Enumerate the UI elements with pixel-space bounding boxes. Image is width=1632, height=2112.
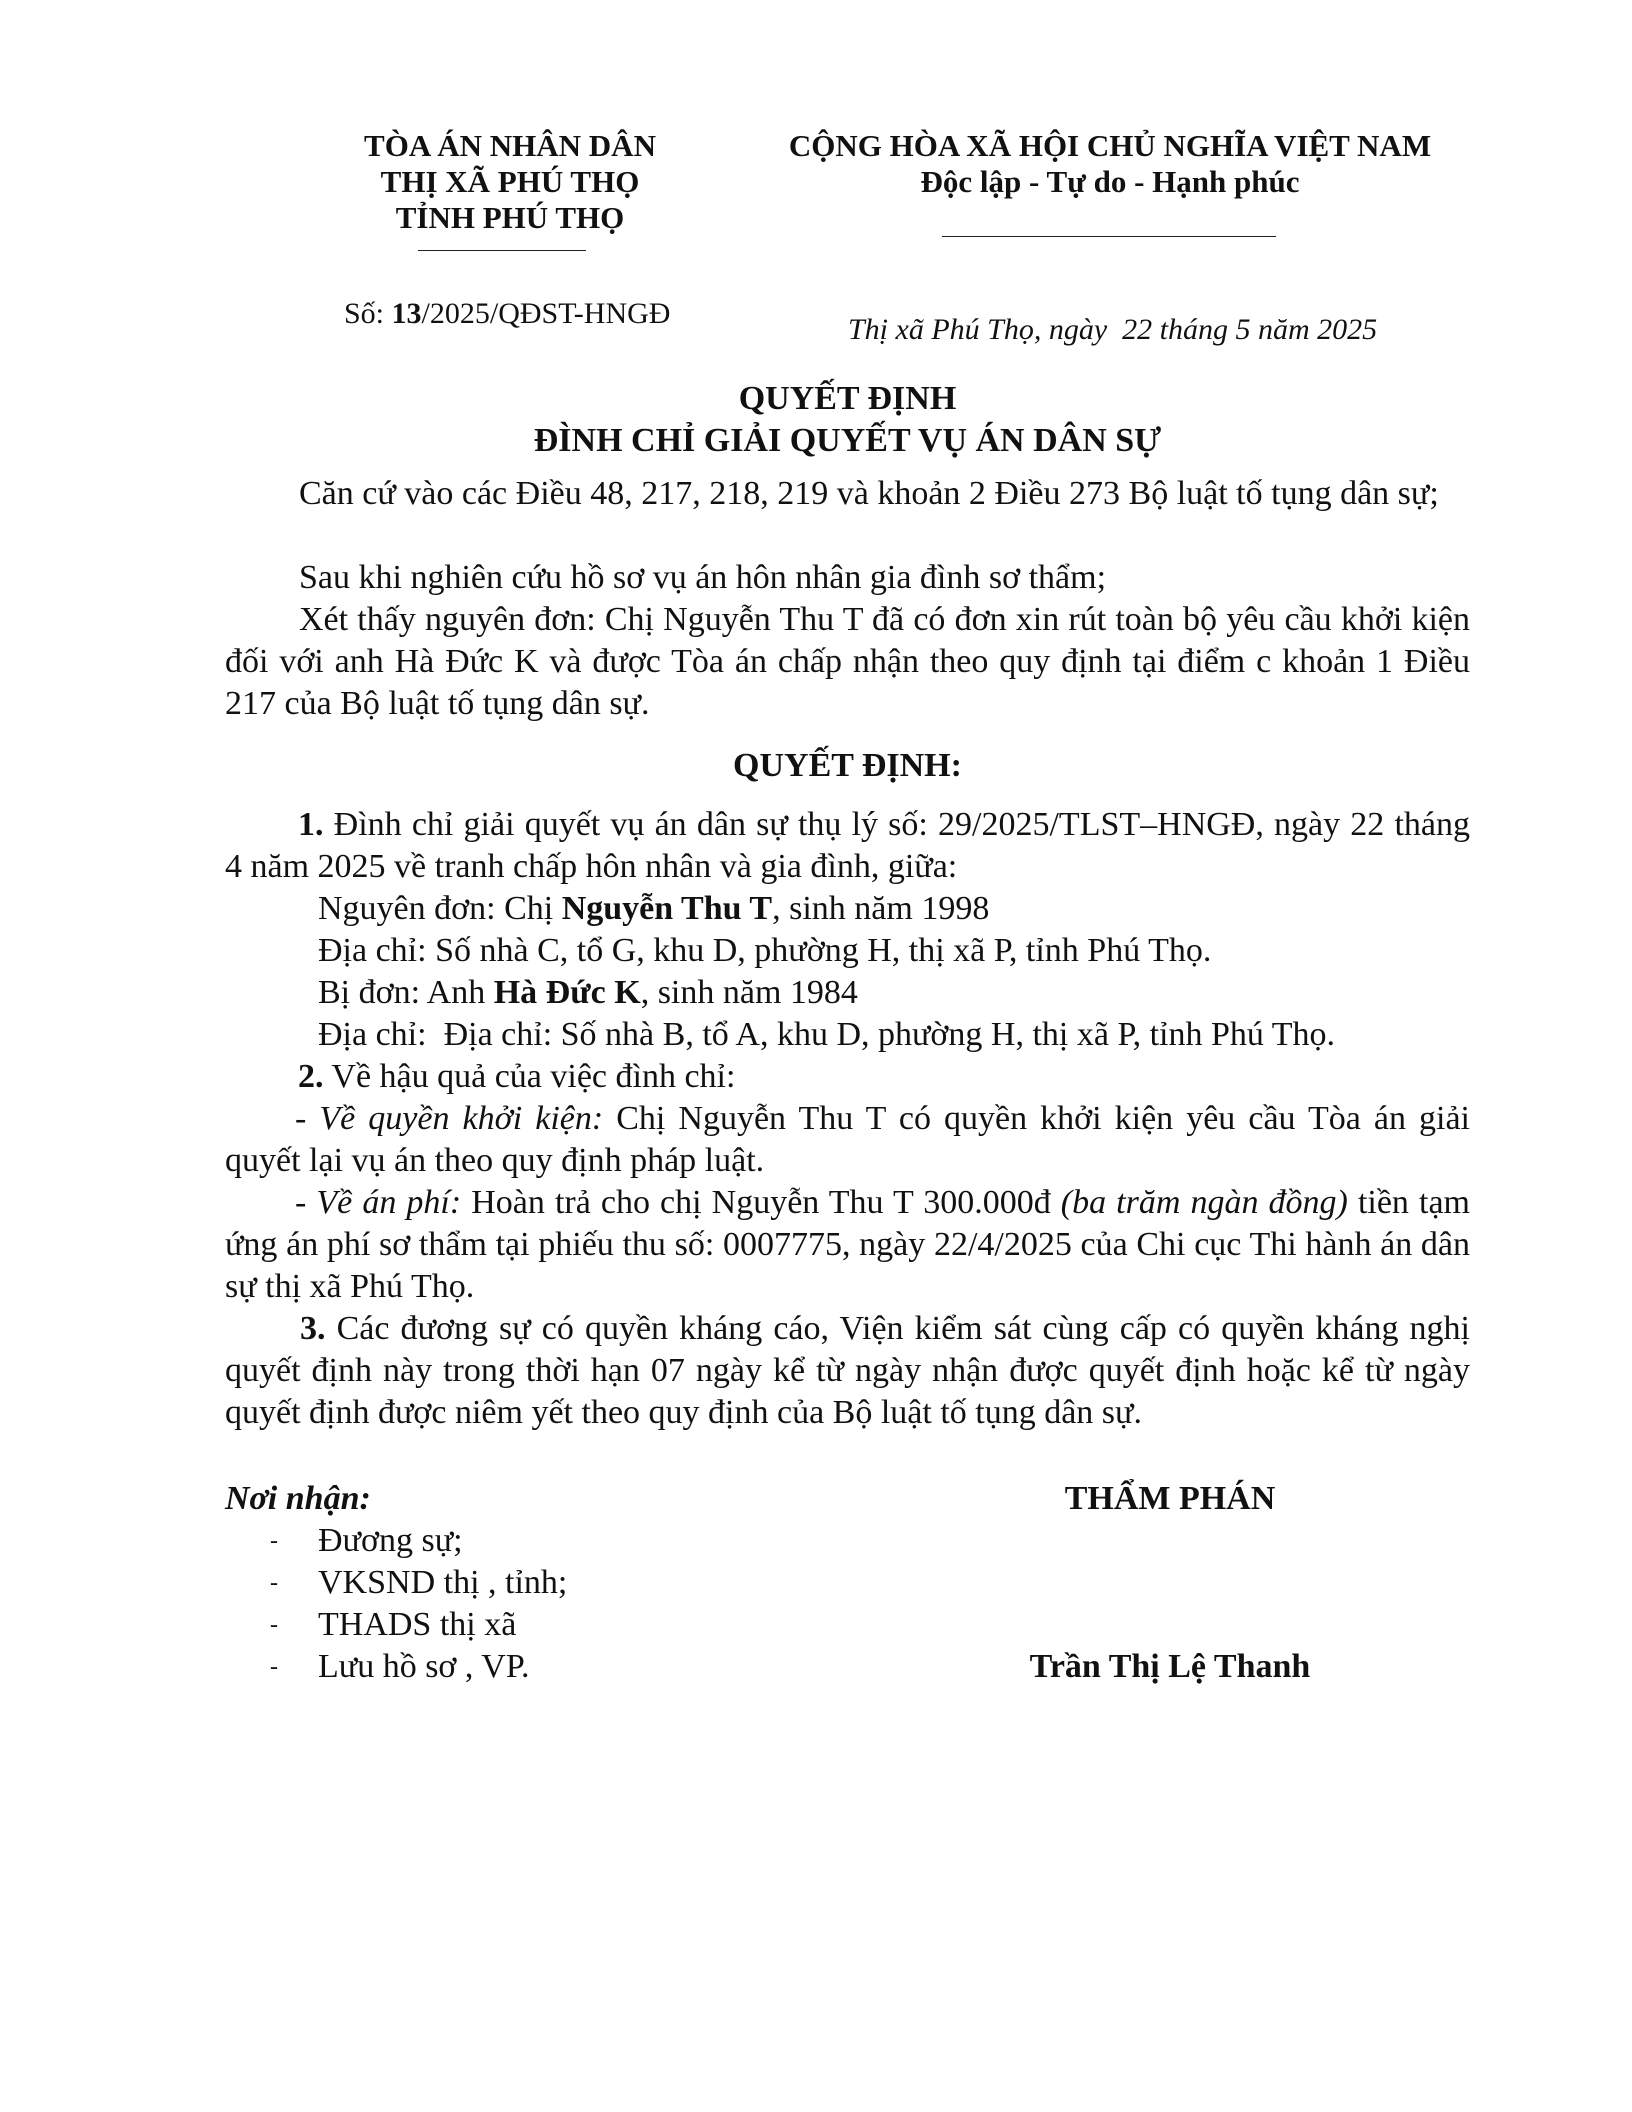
defendant-birth: , sinh năm 1984 xyxy=(640,974,858,1011)
item-2-right-to-sue xyxy=(225,1098,1470,1182)
judge-name: Trần Thị Lệ Thanh xyxy=(1029,1648,1311,1685)
item-1-text: Đình chỉ giải quyết vụ án dân sự thụ lý số: 29/2025/TLST–HNGĐ, ngày 22 tháng 4 năm 2025 về tranh chấp hôn nhân và gia đình, giữa: xyxy=(225,806,1470,885)
item-1-number: 1. xyxy=(298,806,324,843)
item-3-number: 3. xyxy=(300,1310,326,1347)
court-district: THỊ XÃ PHÚ THỌ xyxy=(380,164,640,199)
item-2-court-fee xyxy=(225,1182,1470,1308)
national-motto: Độc lập - Tự do - Hạnh phúc xyxy=(920,164,1300,199)
signature-title: THẨM PHÁN xyxy=(1064,1480,1276,1517)
basis-paragraph-3: Xét thấy nguyên đơn: Chị Nguyễn Thu T đã có đơn xin rút toàn bộ yêu cầu khởi kiện đối với anh Hà Đức K và được Tòa án chấp nhận theo quy định tại điểm c khoản 1 Điều 217 của Bộ luật tố tụng dân sự. xyxy=(225,601,1470,722)
national-name: CỘNG HÒA XÃ HỘI CHỦ NGHĨA VIỆT NAM xyxy=(788,128,1432,163)
plaintiff-birth: , sinh năm 1998 xyxy=(772,890,990,927)
court-fee-text-1: Hoàn trả cho chị Nguyễn Thu T 300.000đ xyxy=(461,1184,1061,1221)
plaintiff-prefix: Nguyên đơn: Chị xyxy=(318,890,562,927)
recipient-item: Đương sự; xyxy=(318,1522,463,1559)
right-to-sue-text: Chị Nguyễn Thu T có quyền khởi kiện yêu cầu Tòa án giải quyết lại vụ án theo quy định pháp luật. xyxy=(225,1100,1470,1179)
number-prefix: Số: xyxy=(344,297,392,330)
recipient-bullet: - xyxy=(270,1654,278,1680)
item-2-text: Về hậu quả của việc đình chỉ: xyxy=(323,1058,736,1095)
item-3-text: Các đương sự có quyền kháng cáo, Viện kiểm sát cùng cấp có quyền kháng nghị quyết định này trong thời hạn 07 ngày kể từ ngày nhận được quyết định hoặc kể từ ngày quyết định được niêm yết theo quy định của Bộ luật tố tụng dân sự. xyxy=(225,1310,1470,1431)
decision-heading: QUYẾT ĐỊNH: xyxy=(733,747,962,784)
recipient-bullet: - xyxy=(270,1570,278,1596)
place-date: Thị xã Phú Thọ, ngày 22 tháng 5 năm 2025 xyxy=(848,313,1378,346)
court-fee-text-2: tiền tạm ứng án phí sơ thẩm tại phiếu thu số: 0007775, ngày 22/4/2025 của Chi cục Thi hành án dân sự thị xã Phú Thọ. xyxy=(225,1184,1470,1305)
decision-number xyxy=(344,296,670,332)
basis-paragraph-1: Căn cứ vào các Điều 48, 217, 218, 219 và khoản 2 Điều 273 Bộ luật tố tụng dân sự; xyxy=(299,475,1439,512)
plaintiff-address: Địa chỉ: Số nhà C, tổ G, khu D, phường H, thị xã P, tỉnh Phú Thọ. xyxy=(318,932,1212,969)
court-fee-words: (ba trăm ngàn đồng) xyxy=(1060,1184,1348,1221)
item-3-paragraph xyxy=(225,1308,1470,1434)
plaintiff-line xyxy=(318,888,989,930)
document-title xyxy=(225,378,1470,462)
item-2-heading xyxy=(298,1056,735,1098)
defendant-line xyxy=(318,972,858,1014)
recipient-bullet: - xyxy=(270,1612,278,1638)
court-header xyxy=(300,128,720,236)
court-header-rule xyxy=(418,250,586,251)
recipients-heading: Nơi nhận: xyxy=(225,1480,371,1517)
recipient-item: VKSND thị , tỉnh; xyxy=(318,1564,568,1601)
national-header-rule xyxy=(942,236,1276,237)
item-1-paragraph xyxy=(225,804,1470,888)
recipient-bullet: - xyxy=(270,1528,278,1554)
recipient-item: THADS thị xã xyxy=(318,1606,517,1643)
right-to-sue-label: - Về quyền khởi kiện: xyxy=(295,1100,604,1137)
number-suffix: /2025/QĐST-HNGĐ xyxy=(421,297,671,330)
title-line-1: QUYẾT ĐỊNH xyxy=(738,380,957,417)
plaintiff-name: Nguyễn Thu T xyxy=(561,890,773,927)
court-fee-label: - Về án phí: xyxy=(295,1184,462,1221)
basis-paragraph-2: Sau khi nghiên cứu hồ sơ vụ án hôn nhân gia đình sơ thẩm; xyxy=(299,559,1107,596)
defendant-prefix: Bị đơn: Anh xyxy=(318,974,494,1011)
national-header xyxy=(770,128,1450,200)
recipient-item: Lưu hồ sơ , VP. xyxy=(318,1648,530,1685)
court-province: TỈNH PHÚ THỌ xyxy=(395,200,625,235)
title-line-2: ĐÌNH CHỈ GIẢI QUYẾT VỤ ÁN DÂN SỰ xyxy=(533,422,1162,459)
item-2-number: 2. xyxy=(298,1058,324,1095)
number-value: 13 xyxy=(391,297,422,330)
defendant-address: Địa chỉ: Địa chỉ: Số nhà B, tổ A, khu D, phường H, thị xã P, tỉnh Phú Thọ. xyxy=(318,1016,1336,1053)
defendant-name: Hà Đức K xyxy=(493,974,641,1011)
court-name: TÒA ÁN NHÂN DÂN xyxy=(364,128,656,163)
